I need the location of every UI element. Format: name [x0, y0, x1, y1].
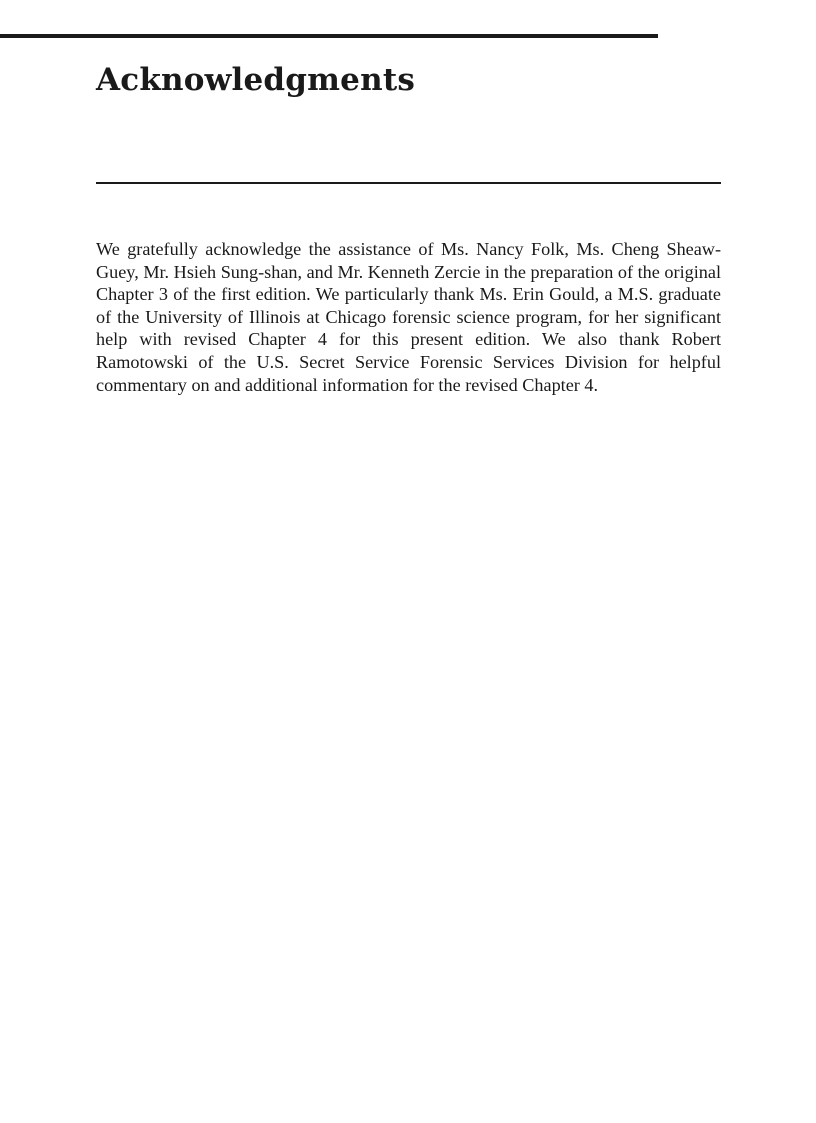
- title-rule: [96, 182, 721, 184]
- page-title: Acknowledgments: [96, 62, 415, 98]
- top-rule: [0, 34, 658, 38]
- acknowledgments-paragraph: We gratefully acknowledge the assistance of Ms. Nancy Folk, Ms. Cheng Sheaw-Guey, Mr. Hsieh Sung-shan, and Mr. Kenneth Zercie in the preparation of the original Chapter 3 of the first edition. We particularly thank Ms. Erin Gould, a M.S. graduate of the University of Illinois at Chicago forensic science program, for her significant help with revised Chapter 4 for this present edition. We also thank Robert Ramotowski of the U.S. Secret Service Forensic Services Division for helpful commentary on and additional information for the revised Chapter 4.: [96, 239, 721, 395]
